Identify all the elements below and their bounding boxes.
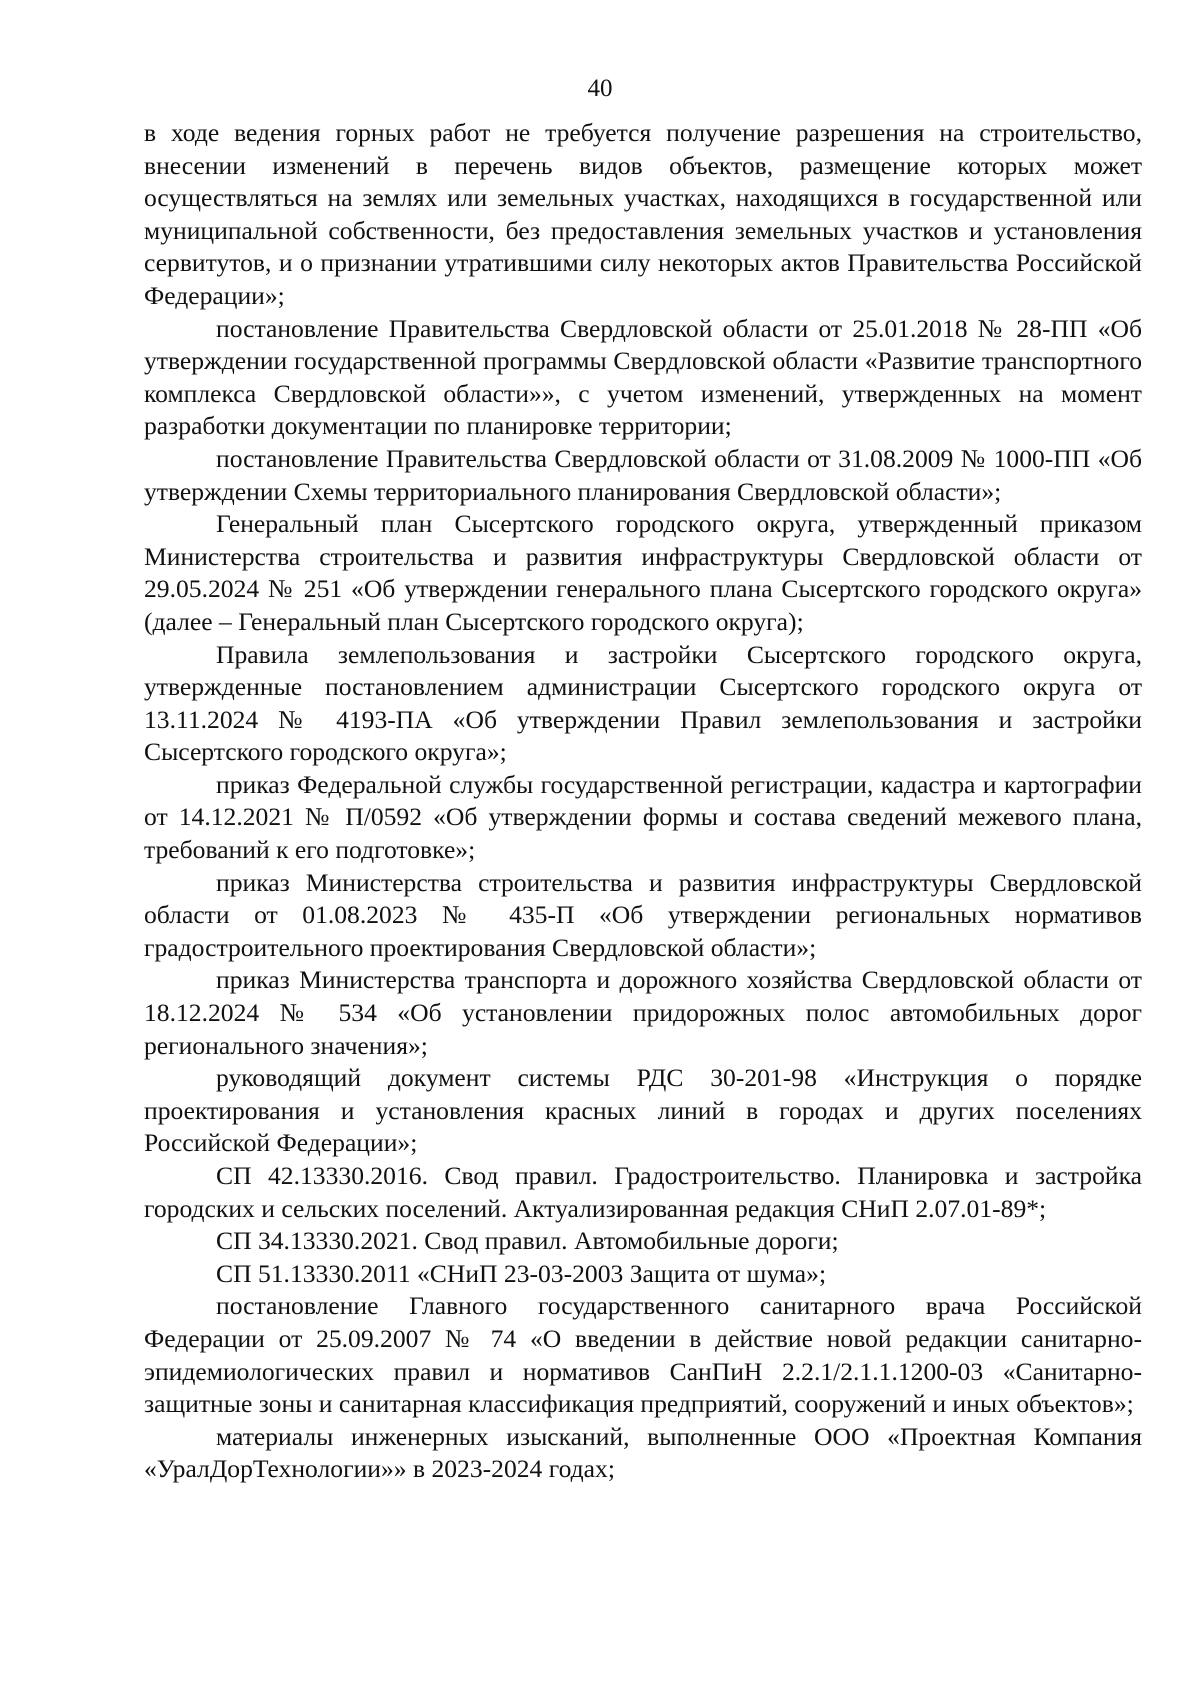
paragraph-rds-guideline: руководящий документ системы РДС 30-201-98 «Инструкция о порядке проектирования и установления красных линий в городах и других поселениях Российской Федерации»; [144, 1063, 1142, 1158]
paragraph-sverdlovsk-transport-program: постановление Правительства Свердловской области от 25.01.2018 № 28-ПП «Об утверждении государственной программы Свердловской области «Развитие транспортного комплекса Свердловской области»», с учетом изменений, утвержденных на момент разработки документации по планировке территории; [144, 313, 1142, 441]
paragraph-sp-42: СП 42.13330.2016. Свод правил. Градостроительство. Планировка и застройка городских и сельских поселений. Актуализированная редакция СНиП 2.07.01-89*; [144, 1161, 1142, 1223]
paragraph-sanpin-resolution: постановление Главного государственного санитарного врача Российской Федерации от 25.09.2007 № 74 «О введении в действие новой редакции санитарно-эпидемиологических правил и нормативов СанПиН 2.2.1/2.1.1.1200-03 «Санитарно-защитные зоны и санитарная классификация предприятий, сооружений и иных объектов»; [144, 1291, 1142, 1419]
paragraph-engineering-surveys: материалы инженерных изысканий, выполненные ООО «Проектная Компания «УралДорТехнологии»» в 2023-2024 годах; [144, 1421, 1142, 1484]
page-number: 40 [587, 75, 613, 102]
paragraph-roadside-strips-order: приказ Министерства транспорта и дорожного хозяйства Свердловской области от 18.12.2024 № 534 «Об установлении придорожных полос автомобильных дорог регионального значения»; [144, 965, 1142, 1060]
paragraph-continuation: в ходе ведения горных работ не требуется получение разрешения на строительство, внесении изменений в перечень видов объектов, размещение которых может осуществляться на землях или земельных участках, находящихся в государственной или муниципальной собственности, без предоставления земельных участков и установления сервитутов, и о признании утратившими силу некоторых актов Правительства Российской Федерации»; [144, 118, 1142, 310]
paragraph-sp-34: СП 34.13330.2021. Свод правил. Автомобильные дороги; [216, 1226, 839, 1256]
paragraph-sp-51: СП 51.13330.2011 «СНиП 23-03-2003 Защита от шума»; [216, 1258, 827, 1288]
document-body [144, 117, 1142, 1486]
paragraph-rosreestr-order: приказ Федеральной службы государственной регистрации, кадастра и картографии от 14.12.2021 № П/0592 «Об утверждении формы и состава сведений межевого плана, требований к его подготовке»; [144, 769, 1142, 865]
paragraph-regional-standards-order: приказ Министерства строительства и развития инфраструктуры Свердловской области от 01.08.2023 № 435-П «Об утверждении региональных нормативов градостроительного проектирования Свердловской области»; [144, 867, 1142, 962]
paragraph-territorial-planning-scheme: постановление Правительства Свердловской области от 31.08.2009 № 1000-ПП «Об утверждении Схемы территориального планирования Свердловской области»; [144, 443, 1142, 506]
paragraph-land-use-rules: Правила землепользования и застройки Сысертского городского округа, утвержденные постановлением администрации Сысертского городского округа от 13.11.2024 № 4193-ПА «Об утверждении Правил землепользования и застройки Сысертского городского округа»; [144, 639, 1142, 767]
paragraph-general-plan: Генеральный план Сысертского городского округа, утвержденный приказом Министерства строительства и развития инфраструктуры Свердловской области от 29.05.2024 № 251 «Об утверждении генерального плана Сысертского городского округа» (далее – Генеральный план Сысертского городского округа); [144, 509, 1142, 636]
